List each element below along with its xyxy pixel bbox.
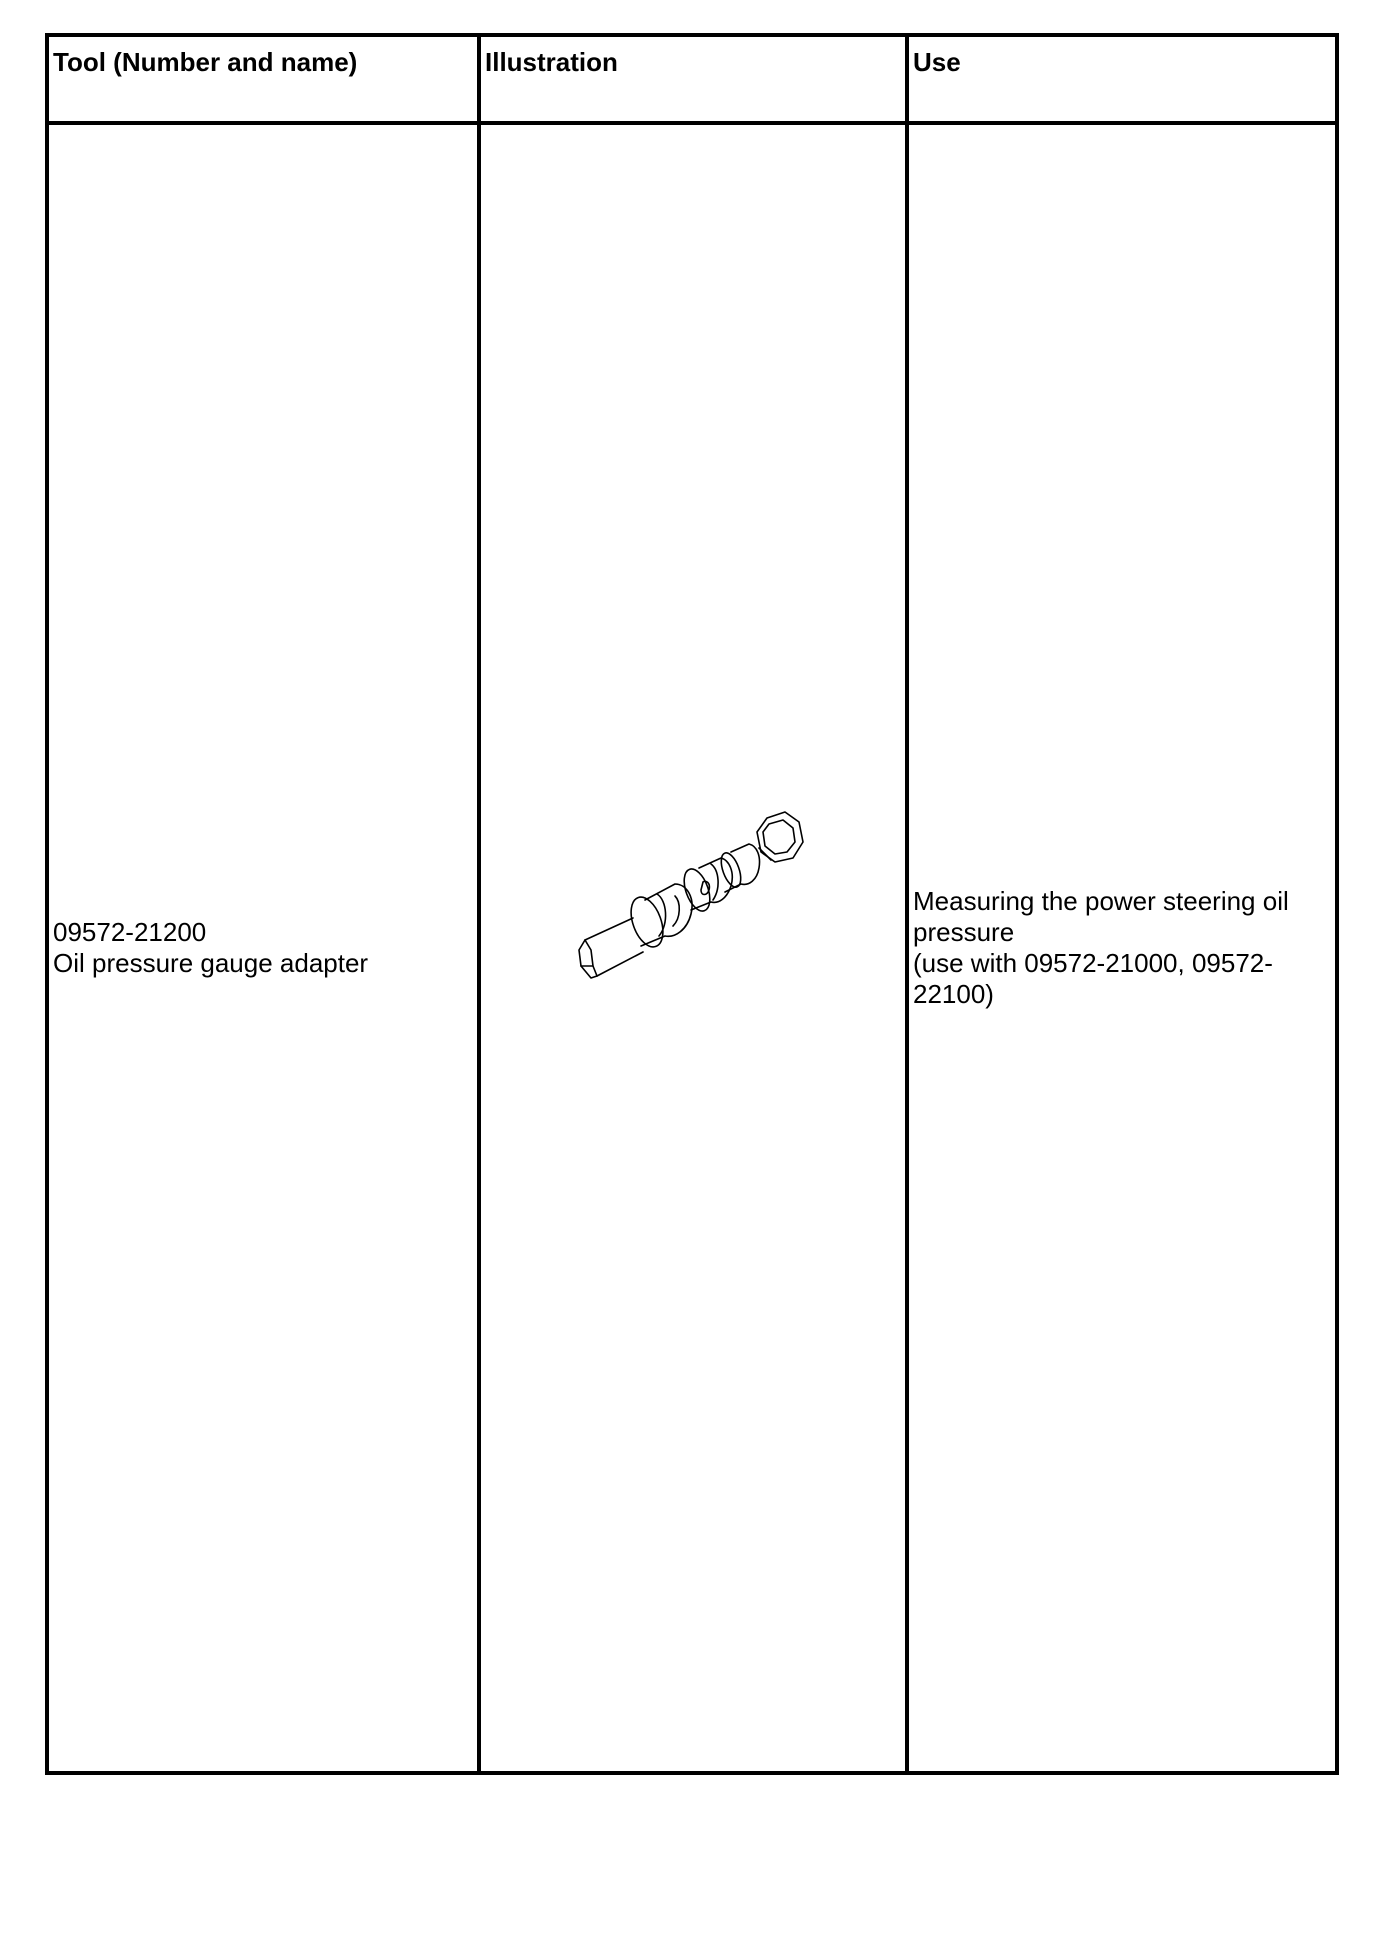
use-cell: [907, 123, 1337, 1773]
illustration-cell: [479, 123, 907, 1773]
special-tool-table: [45, 33, 1339, 1775]
header-use: Use: [907, 35, 1337, 123]
body-part: [625, 884, 692, 951]
use-line-4: 22100): [913, 979, 994, 1009]
tool-cell: [47, 123, 479, 1773]
collar-part: [679, 858, 732, 914]
threaded-tip-part: [717, 844, 759, 892]
use-line-2: pressure: [913, 917, 1015, 947]
header-tool: Tool (Number and name): [47, 35, 479, 123]
tool-name: Oil pressure gauge adapter: [53, 948, 369, 978]
table-header-row: [47, 35, 1337, 123]
header-illustration: Illustration: [479, 35, 907, 123]
use-line-3: (use with 09572-21000, 09572-: [913, 948, 1273, 978]
oil-pressure-gauge-adapter-icon: [571, 800, 821, 1000]
tool-number: 09572-21200: [53, 917, 207, 947]
use-line-1: Measuring the power steering oil: [913, 886, 1289, 916]
table-row: [47, 123, 1337, 1773]
nut-part: [757, 812, 803, 862]
